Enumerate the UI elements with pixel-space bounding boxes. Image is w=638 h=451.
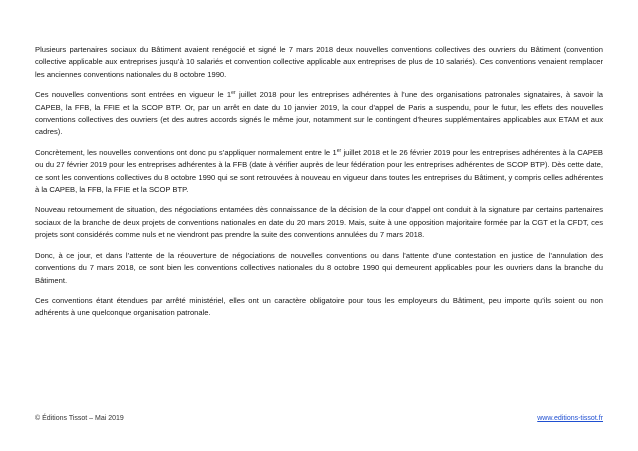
- paragraph: [35, 295, 603, 320]
- footer-website-link[interactable]: www.editions-tissot.fr: [537, 415, 603, 422]
- paragraph-text: Concrètement, les nouvelles conventions ont donc pu s’appliquer normalement entre le 1: [35, 147, 337, 157]
- paragraph: [35, 89, 603, 139]
- document-body: [35, 44, 603, 328]
- ordinal-superscript: er: [336, 147, 342, 154]
- paragraph-text: Plusieurs partenaires sociaux du Bâtiment avaient renégocié et signé le 7 mars 2018 deux nouvelles conventions collectives des ouvriers du Bâtiment (convention collective applicable aux entreprises jusqu’à 10 salariés et convention collective applicable aux entreprises de plus de 10 salariés). Ces conventions venaient remplacer les anciennes conventions nationales du 8 octobre 1990.: [35, 45, 603, 79]
- paragraph-text: juillet 2018 pour les entreprises adhérentes à l’une des organisations patronales signataires, à savoir la CAPEB, la FFB, la FFIE et la SCOP BTP. Or, par un arrêt en date du 10 janvier 2019, la cour d’appel de Paris a suspendu, pour le futur, les effets des nouvelles conventions collectives des ouvriers (et des autres accords signés le même jour, notamment sur le contingent d’heures supplémentaires applicables aux ETAM et aux cadres).: [35, 90, 603, 137]
- paragraph: [35, 250, 603, 287]
- paragraph: [35, 147, 603, 197]
- footer-copyright: © Éditions Tissot – Mai 2019: [35, 415, 124, 422]
- paragraph-text: juillet 2018 et le 26 février 2019 pour les entreprises adhérentes à la CAPEB ou du 27 février 2019 pour les entreprises adhérentes à la FFB (date à vérifier auprès de leur fédération pour les entreprises adhérentes de SCOP BTP). Dès cette date, ce sont les conventions collectives du 8 octobre 1990 qui se sont retrouvées à nouveau en vigueur dans toutes les entreprises du Bâtiment, y compris celles adhérentes à la CAPEB, la FFB, la FFIE et la SCOP BTP.: [35, 147, 603, 195]
- paragraph-text: Donc, à ce jour, et dans l’attente de la réouverture de négociations de nouvelles conventions ou dans l’attente d’une contestation en justice de l’annulation des conventions du 7 mars 2018, ce sont bien les conventions collectives nationales du 8 octobre 1990 qui demeurent applicables pour les ouvriers dans la branche du Bâtiment.: [35, 250, 603, 285]
- page-footer: [35, 413, 603, 425]
- ordinal-superscript: er: [231, 90, 236, 97]
- paragraph-text: Ces conventions étant étendues par arrêté ministériel, elles ont un caractère obligatoire pour tous les employeurs du Bâtiment, peu importe qu’ils soient ou non adhérents à une quelconque organisation patronale.: [35, 295, 603, 318]
- paragraph: [35, 44, 603, 81]
- paragraph-text: Nouveau retournement de situation, des négociations entamées dès connaissance de la décision de la cour d’appel ont conduit à la signature par certains partenaires sociaux de la branche de deux projets de conventions nationales en date du 20 mars 2019. Mais, suite à une opposition majoritaire formée par la CGT et la CFDT, ces projets sont considérés comme nuls et ne viendront pas prendre la suite des conventions annulées du 7 mars 2018.: [35, 205, 603, 240]
- paragraph-text: Ces nouvelles conventions sont entrées en vigueur le 1: [35, 90, 232, 100]
- paragraph: [35, 204, 603, 241]
